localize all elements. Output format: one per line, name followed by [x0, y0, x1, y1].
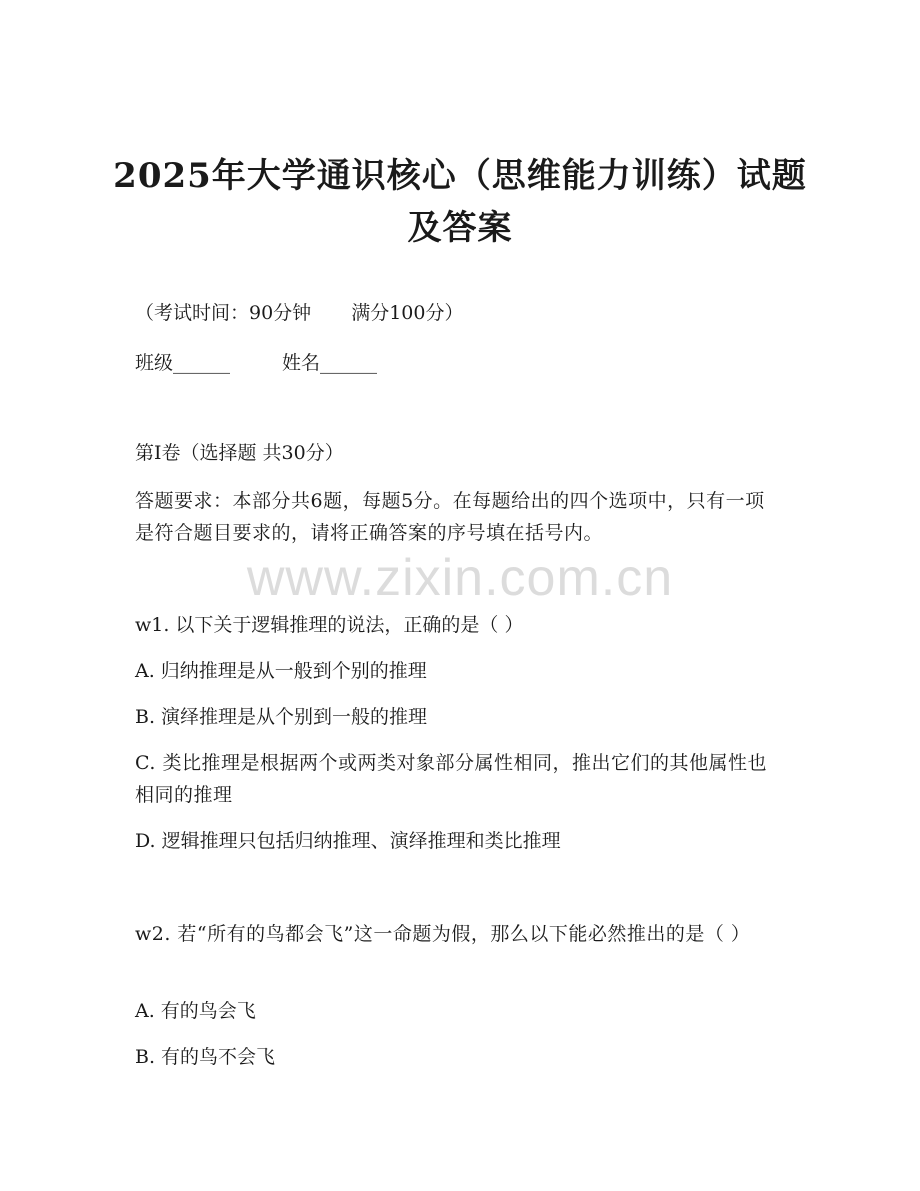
question-1-option-c: C. 类比推理是根据两个或两类对象部分属性相同，推出它们的其他属性也相同的推理 [135, 752, 767, 806]
section-instructions: 答题要求：本部分共6题，每题5分。在每题给出的四个选项中，只有一项是符合题目要求的，请将正确答案的序号填在括号内。 [135, 490, 765, 544]
name-field: 姓名______ [282, 352, 378, 374]
section-heading: 第I卷（选择题 共30分） [135, 442, 344, 464]
class-field: 班级______ [135, 352, 231, 374]
exam-score: 满分100分） [351, 302, 464, 324]
document-title [0, 150, 920, 254]
title-line-1: 2025年大学通识核心（思维能力训练）试题 [113, 156, 807, 196]
question-2-stem: w2. 若“所有的鸟都会飞”这一命题为假，那么以下能必然推出的是（ ） [135, 923, 751, 945]
question-2-option-b: B. 有的鸟不会飞 [135, 1046, 276, 1068]
question-1-stem: w1. 以下关于逻辑推理的说法，正确的是（ ） [135, 614, 524, 636]
title-line-2: 及答案 [407, 208, 513, 248]
exam-info [135, 300, 463, 326]
exam-time: （考试时间：90分钟 [135, 302, 312, 324]
question-1-option-a: A. 归纳推理是从一般到个别的推理 [135, 660, 427, 682]
watermark: www.zixin.com.cn [246, 549, 674, 607]
question-1-option-d: D. 逻辑推理只包括归纳推理、演绎推理和类比推理 [135, 830, 561, 852]
student-fields [135, 350, 377, 376]
question-1-option-b: B. 演绎推理是从个别到一般的推理 [135, 706, 428, 728]
question-2-option-a: A. 有的鸟会飞 [135, 1000, 256, 1022]
